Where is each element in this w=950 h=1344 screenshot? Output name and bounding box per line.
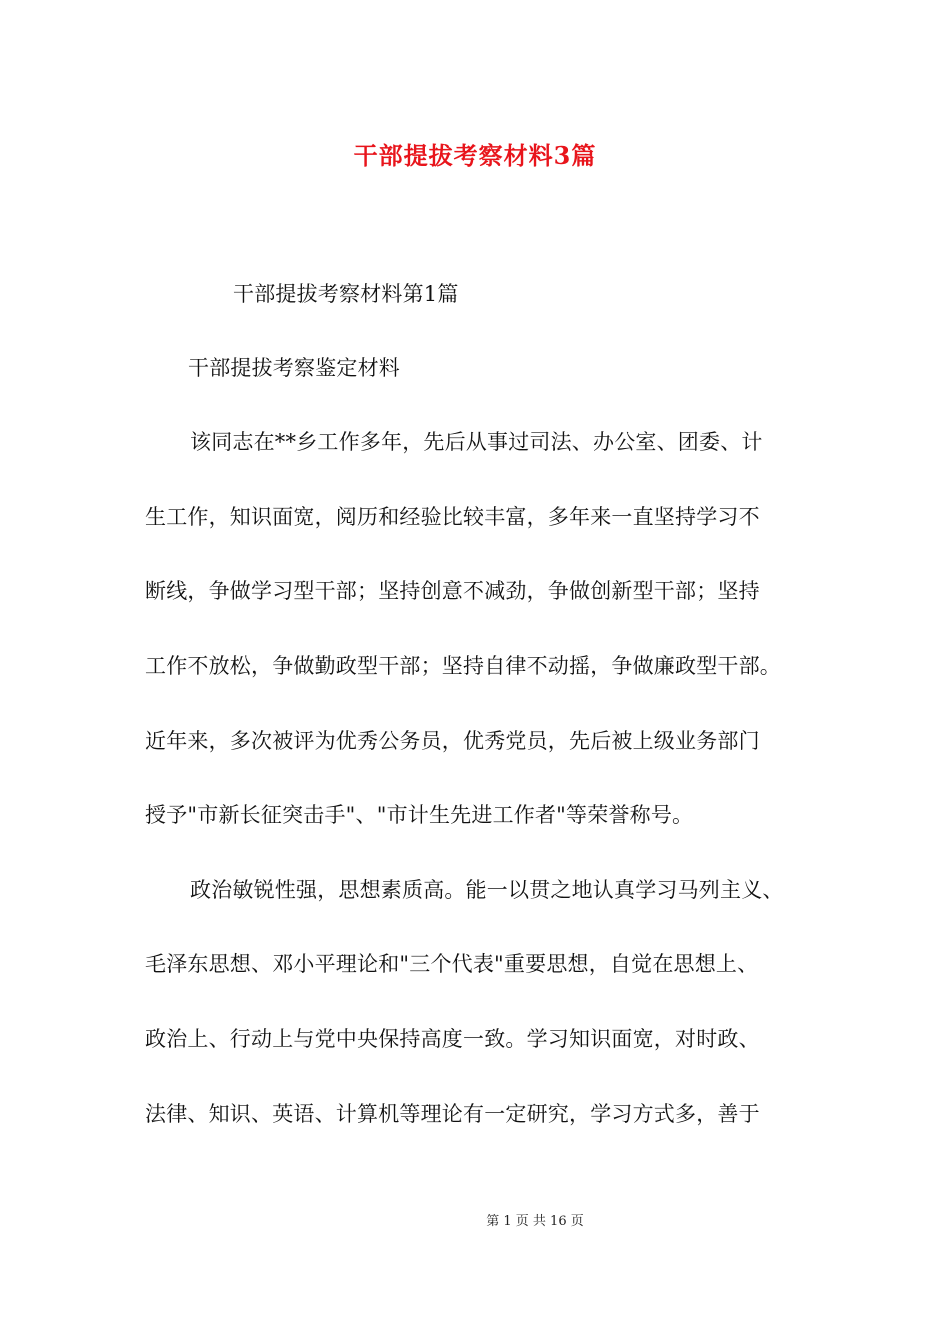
page-number: 第 1 页 共 16 页 <box>486 1214 584 1229</box>
body-line: 生工作，知识面宽，阅历和经验比较丰富，多年来一直坚持学习不 <box>145 505 760 529</box>
body-line: 工作不放松，争做勤政型干部；坚持自律不动摇，争做廉政型干部。 <box>145 654 781 678</box>
body-line: 该同志在**乡工作多年，先后从事过司法、办公室、团委、计 <box>190 430 763 454</box>
body-line: 政治上、行动上与党中央保持高度一致。学习知识面宽，对时政、 <box>145 1027 760 1051</box>
section-heading: 干部提拔考察材料第1篇 <box>233 282 459 306</box>
body-line: 授予"市新长征突击手"、"市计生先进工作者"等荣誉称号。 <box>145 803 694 827</box>
body-line: 法律、知识、英语、计算机等理论有一定研究，学习方式多，善于 <box>145 1102 760 1126</box>
subheading: 干部提拔考察鉴定材料 <box>188 356 400 380</box>
document-title: 干部提拔考察材料3篇 <box>353 141 597 170</box>
body-line: 毛泽东思想、邓小平理论和"三个代表"重要思想，自觉在思想上、 <box>145 952 759 976</box>
body-line: 断线，争做学习型干部；坚持创意不减劲，争做创新型干部；坚持 <box>145 579 760 603</box>
body-line: 近年来，多次被评为优秀公务员，优秀党员，先后被上级业务部门 <box>145 729 760 753</box>
body-line: 政治敏锐性强，思想素质高。能一以贯之地认真学习马列主义、 <box>190 878 784 902</box>
